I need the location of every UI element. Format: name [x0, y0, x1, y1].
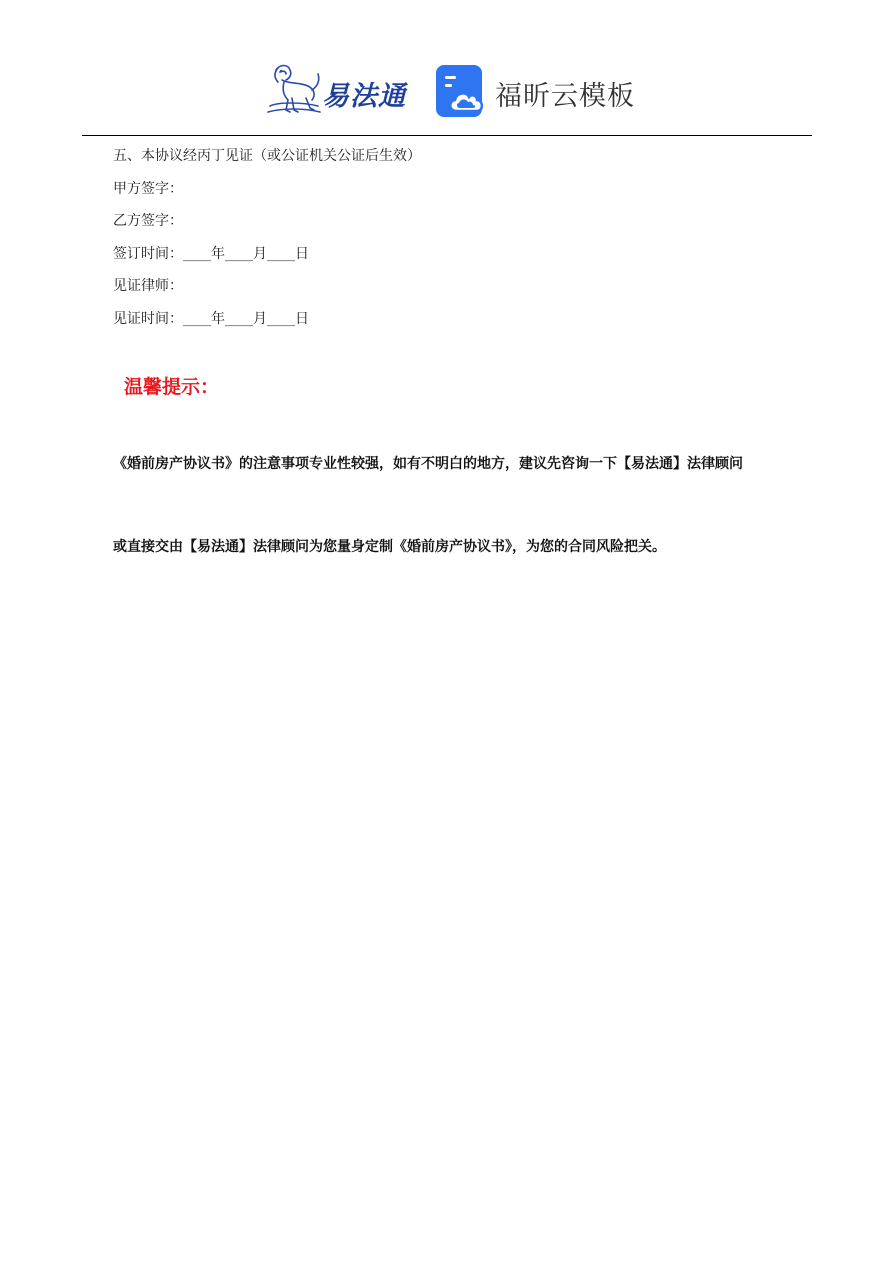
- yifatong-brand-text: 易法通: [322, 81, 406, 112]
- cloud-document-icon: [436, 65, 488, 117]
- header-divider: [82, 135, 812, 136]
- witness-lawyer: 见证律师：: [113, 278, 183, 294]
- party-a-signature: 甲方签字：: [113, 181, 183, 197]
- fuxin-logo: [436, 65, 636, 117]
- tips-title: 温馨提示：: [124, 376, 220, 398]
- fuxin-brand-text: 福昕云模板: [495, 81, 635, 112]
- tips-paragraph-2: 或直接交由【易法通】法律顾问为您量身定制《婚前房产协议书》，为您的合同风险把关。: [113, 539, 666, 555]
- party-b-signature: 乙方签字：: [113, 213, 183, 229]
- horse-emblem-icon: [262, 62, 324, 118]
- yifatong-logo: [262, 62, 412, 120]
- witness-date: 见证时间：____年____月____日: [113, 311, 309, 327]
- tips-paragraph-1: 《婚前房产协议书》的注意事项专业性较强，如有不明白的地方，建议先咨询一下【易法通】法律顾问: [113, 456, 743, 472]
- page-header: [0, 0, 893, 136]
- signing-date: 签订时间：____年____月____日: [113, 246, 309, 262]
- clause-five: 五、本协议经丙丁见证（或公证机关公证后生效）: [113, 148, 421, 164]
